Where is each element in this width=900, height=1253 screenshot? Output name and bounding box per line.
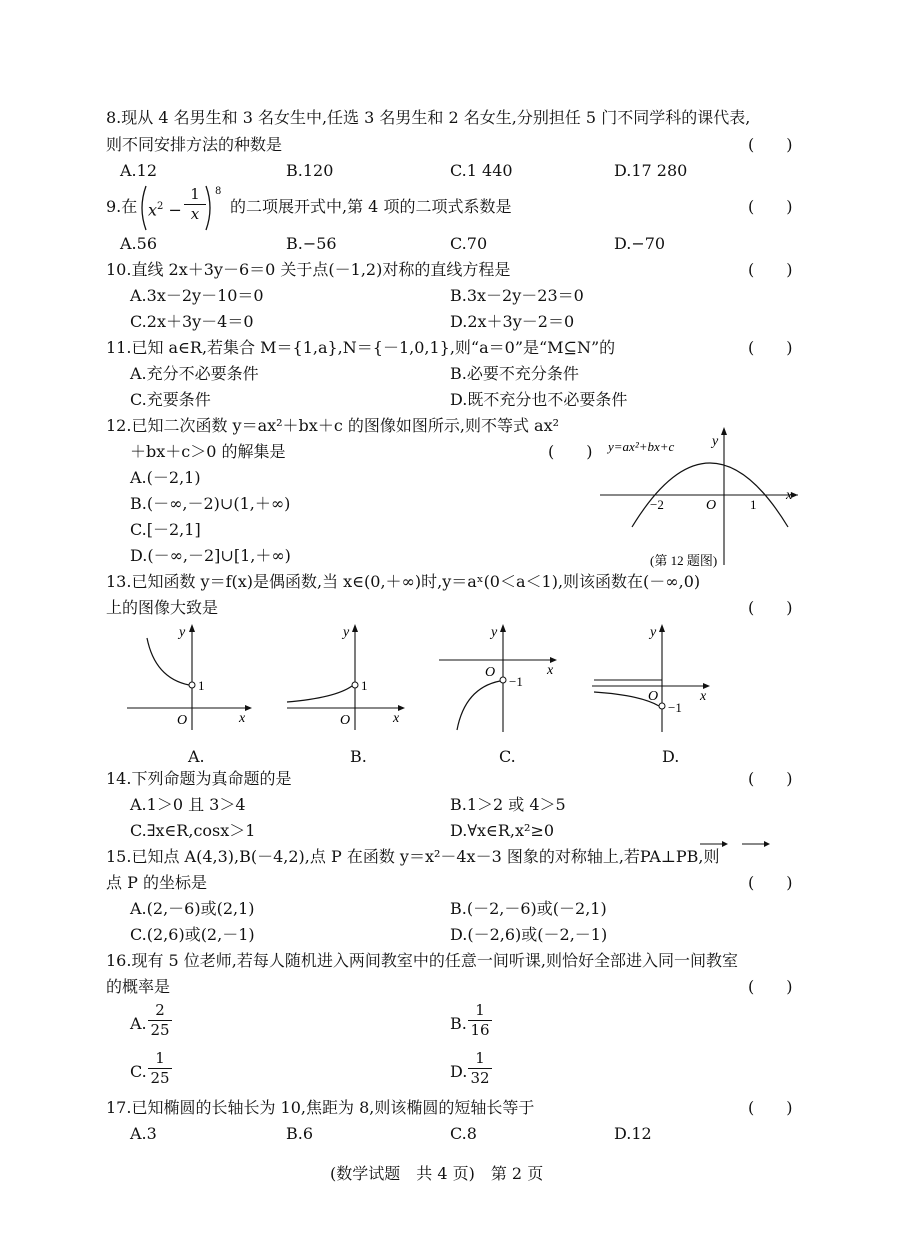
q13-stem-line2: 上的图像大致是 [106,598,219,617]
q13-graph-b-x-label: x [393,711,400,726]
q10-option-a: A.3x－2y－10＝0 [130,286,264,305]
q13-graph-a-curve [147,638,189,685]
q12-answer-paren: ( ) [548,442,593,461]
q12-option-d: D.(－∞,－2]∪[1,＋∞) [130,546,291,565]
q13-graph-a-mark: 1 [198,678,205,693]
q12-left-root-label: −2 [650,497,664,512]
q12-stem-line1: 12.已知二次函数 y＝ax²＋bx＋c 的图像如图所示,则不等式 ax² [106,416,560,435]
q14-option-d: D.∀x∈R,x²≥0 [450,821,555,840]
q15-vector-arrows [700,838,772,850]
q9-option-b: B.−56 [286,234,337,253]
q11-option-a: A.充分不必要条件 [130,364,259,383]
q10-stem: 10.直线 2x＋3y－6＝0 关于点(－1,2)对称的直线方程是 [106,260,511,279]
q8-stem-line1: 8.现从 4 名男生和 3 名女生中,任选 3 名男生和 2 名女生,分别担任 5 门不同学科的课代表, [106,108,751,127]
q11-stem: 11.已知 a∈R,若集合 M＝{1,a},N＝{－1,0,1},则“a＝0”是“M⊆N”的 [106,338,616,357]
q13-graph-b-mark: 1 [361,678,368,693]
q14-stem: 14.下列命题为真命题的是 [106,769,292,788]
q13-answer-paren: ( ) [748,598,793,617]
q12-y-label: y [712,434,719,449]
q13-graph-c-origin: O [485,665,496,680]
q17-answer-paren: ( ) [748,1098,793,1117]
q13-graph-a-y-label: y [179,625,186,640]
q15-answer-paren: ( ) [748,873,793,892]
q9-option-d: D.−70 [614,234,666,253]
q13-graph-d [590,620,720,735]
q17-option-d: D.12 [614,1124,652,1143]
q13-graph-d-mark: −1 [668,700,682,715]
q13-graph-c [437,620,567,735]
q9-option-c: C.70 [450,234,488,253]
q11-answer-paren: ( ) [748,338,793,357]
q15-stem-line2: 点 P 的坐标是 [106,873,207,892]
q15-option-d: D.(－2,6)或(－2,－1) [450,925,608,944]
q9-suffix: 的二项展开式中,第 4 项的二项式系数是 [230,197,512,216]
q13-graph-c-curve [457,681,500,730]
q14-option-a: A.1＞0 且 3＞4 [130,795,246,814]
q16-option-c-letter: C. [130,1062,147,1081]
q12-x-label: x [786,488,793,503]
q16-stem-line2: 的概率是 [106,977,171,996]
q11-option-c: C.充要条件 [130,390,211,409]
q16-option-a-fraction: $\frac{2}{25}$ [148,1002,172,1039]
q12-y-arrow [721,427,727,435]
q8-option-d: D.17 280 [614,161,688,180]
q13-graph-d-x-label: x [700,689,707,704]
q10-option-b: B.3x－2y－23＝0 [450,286,584,305]
q8-option-c: C.1 440 [450,161,513,180]
q13-graph-a-x-label: x [239,711,246,726]
q8-stem-line2: 则不同安排方法的种数是 [106,135,283,154]
q10-answer-paren: ( ) [748,260,793,279]
q9-exponent: 8 [215,186,222,197]
q17-option-c: C.8 [450,1124,477,1143]
q16-option-b-letter: B. [450,1014,467,1033]
q16-option-b-fraction: $\frac{1}{16}$ [468,1002,492,1039]
q16-stem-line1: 16.现有 5 位老师,若每人随机进入两间教室中的任意一间听课,则恰好全部进入同一间教室 [106,951,738,970]
q10-option-c: C.2x＋3y－4＝0 [130,312,254,331]
q12-origin-label: O [706,498,717,513]
q13-graph-b-curve [287,686,352,702]
q9-fraction: $\frac{1}{x}$ [184,186,206,223]
q12-stem-line2: ＋bx＋c＞0 的解集是 [130,442,286,461]
q16-option-c-fraction: $\frac{1}{25}$ [148,1050,172,1087]
q13-graph-b-label: B. [350,747,367,766]
q16-option-d-fraction: $\frac{1}{32}$ [468,1050,492,1087]
q12-function-label: y=ax²+bx+c [608,439,675,454]
q11-option-d: D.既不充分也不必要条件 [450,390,628,409]
q15-stem-line1: 15.已知点 A(4,3),B(－4,2),点 P 在函数 y＝x²－4x－3 图象的对称轴上,若PA⊥PB,则 [106,847,720,866]
q12-figure-caption: (第 12 题图) [650,553,718,568]
q16-option-a-letter: A. [130,1014,147,1033]
q12-option-c: C.[－2,1] [130,520,201,539]
q8-option-b: B.120 [286,161,334,180]
q14-option-c: C.∃x∈R,cosx＞1 [130,821,256,840]
q11-option-b: B.必要不充分条件 [450,364,579,383]
q17-option-a: A.3 [130,1124,157,1143]
q13-graph-c-y-label: y [491,625,498,640]
q15-option-a: A.(2,－6)或(2,1) [130,899,255,918]
q9-answer-paren: ( ) [748,197,793,216]
q9-prefix: 9.在 [106,197,138,216]
q13-graph-a-label: A. [188,747,205,766]
q13-graph-b [285,622,420,732]
q16-option-d-letter: D. [450,1062,468,1081]
q13-stem-line1: 13.已知函数 y＝f(x)是偶函数,当 x∈(0,＋∞)时,y＝aˣ(0＜a＜1),则该函数在(－∞,0) [106,572,701,591]
q9-expr: $x^2$ − [148,200,182,220]
q16-answer-paren: ( ) [748,977,793,996]
q10-option-d: D.2x＋3y－2＝0 [450,312,575,331]
q17-stem: 17.已知椭圆的长轴长为 10,焦距为 8,则该椭圆的短轴长等于 [106,1098,535,1117]
q8-option-a: A.12 [120,161,157,180]
q15-option-c: C.(2,6)或(2,－1) [130,925,255,944]
q13-graph-b-y-label: y [343,625,350,640]
q13-graph-c-x-label: x [547,663,554,678]
q13-graph-a-origin: O [177,713,188,728]
q12-option-b: B.(－∞,－2)∪(1,＋∞) [130,494,291,513]
q12-right-root-label: 1 [750,497,757,512]
q13-graph-c-mark: −1 [509,674,523,689]
q13-graph-a [125,622,260,732]
q13-graph-d-y-label: y [650,625,657,640]
q13-graph-d-origin: O [648,689,659,704]
q14-answer-paren: ( ) [748,769,793,788]
q14-option-b: B.1＞2 或 4＞5 [450,795,566,814]
q17-option-b: B.6 [286,1124,314,1143]
page-footer: (数学试题 共 4 页) 第 2 页 [330,1164,544,1183]
q13-graph-b-origin: O [340,713,351,728]
q12-option-a: A.(－2,1) [130,468,201,487]
q13-graph-d-label: D. [662,747,680,766]
q9-option-a: A.56 [120,234,157,253]
q15-option-b: B.(－2,－6)或(－2,1) [450,899,607,918]
q13-graph-c-label: C. [499,747,516,766]
q12-figure [600,425,810,575]
q8-answer-paren: ( ) [748,135,793,154]
